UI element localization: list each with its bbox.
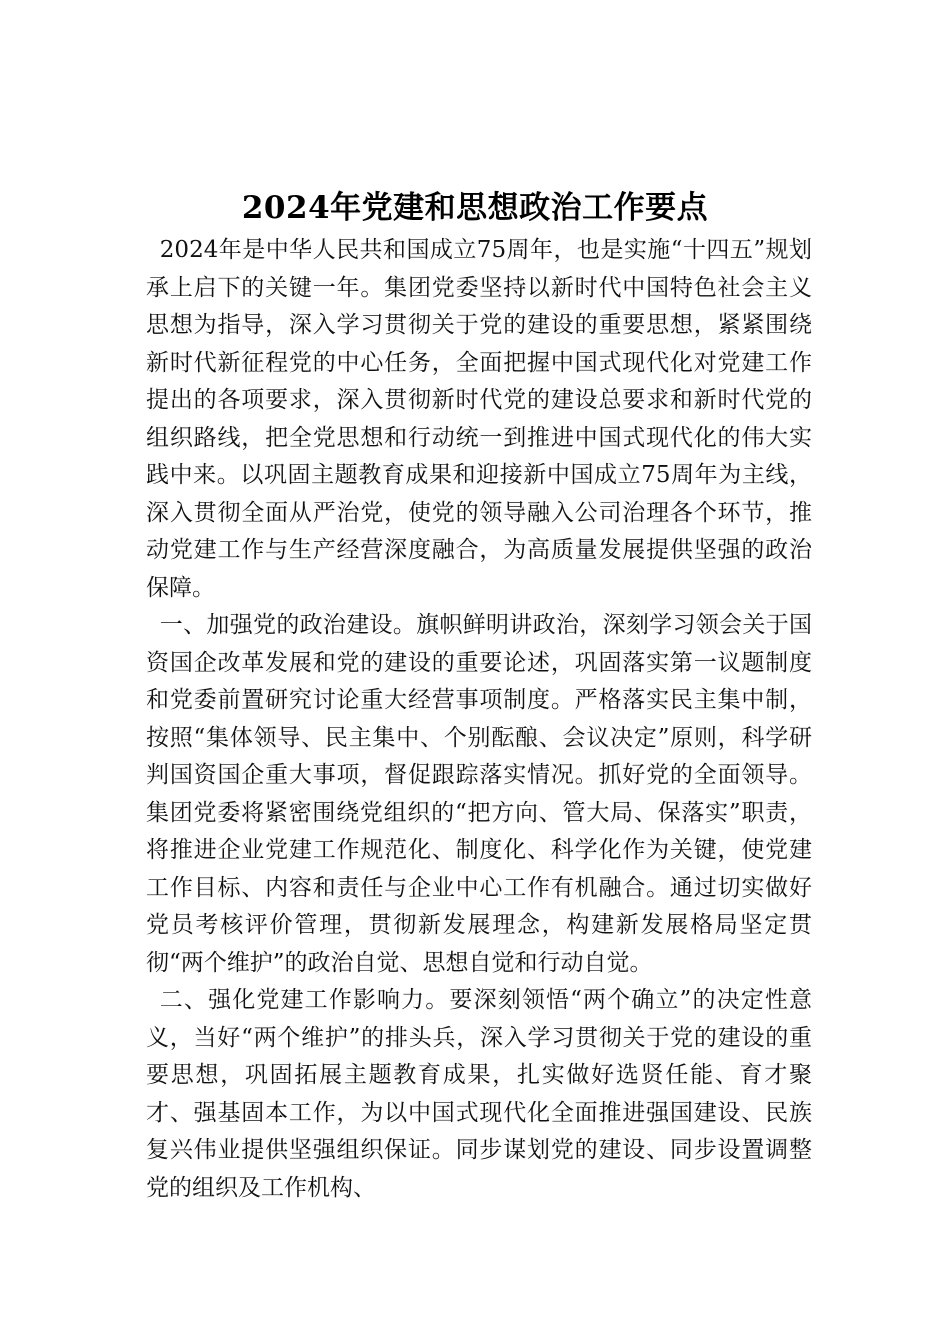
paragraph-section-1: 一、加强党的政治建设。旗帜鲜明讲政治，深刻学习领会关于国资国企改革发展和党的建设的重要论述，巩固落实第一议题制度和党委前置研究讨论重大经营事项制度。严格落实民主集中制，按照“集体领导、民主集中、个别酝酿、会议决定”原则，科学研判国资国企重大事项，督促跟踪落实情况。抓好党的全面领导。集团党委将紧密围绕党组织的“把方向、管大局、保落实”职责，将推进企业党建工作规范化、制度化、科学化作为关键，使党建工作目标、内容和责任与企业中心工作有机融合。通过切实做好党员考核评价管理，贯彻新发展理念，构建新发展格局坚定贯彻“两个维护”的政治自觉、思想自觉和行动自觉。 [146,612,812,976]
document-title: 2024年党建和思想政治工作要点 [241,189,709,226]
document-body [146,232,812,1207]
paragraph-section-2: 二、强化党建工作影响力。要深刻领悟“两个确立”的决定性意义，当好“两个维护”的排头兵，深入学习贯彻关于党的建设的重要思想，巩固拓展主题教育成果，扎实做好选贤任能、育才聚才、强基固本工作，为以中国式现代化全面推进强国建设、民族复兴伟业提供坚强组织保证。同步谋划党的建设、同步设置调整党的组织及工作机构、 [146,987,812,1201]
paragraph-intro: 2024年是中华人民共和国成立75周年，也是实施“十四五”规划承上启下的关键一年。集团党委坚持以新时代中国特色社会主义思想为指导，深入学习贯彻关于党的建设的重要思想，紧紧围绕新时代新征程党的中心任务，全面把握中国式现代化对党建工作提出的各项要求，深入贯彻新时代党的建设总要求和新时代党的组织路线，把全党思想和行动统一到推进中国式现代化的伟大实践中来。以巩固主题教育成果和迎接新中国成立75周年为主线，深入贯彻全面从严治党，使党的领导融入公司治理各个环节，推动党建工作与生产经营深度融合，为高质量发展提供坚强的政治保障。 [146,237,812,601]
